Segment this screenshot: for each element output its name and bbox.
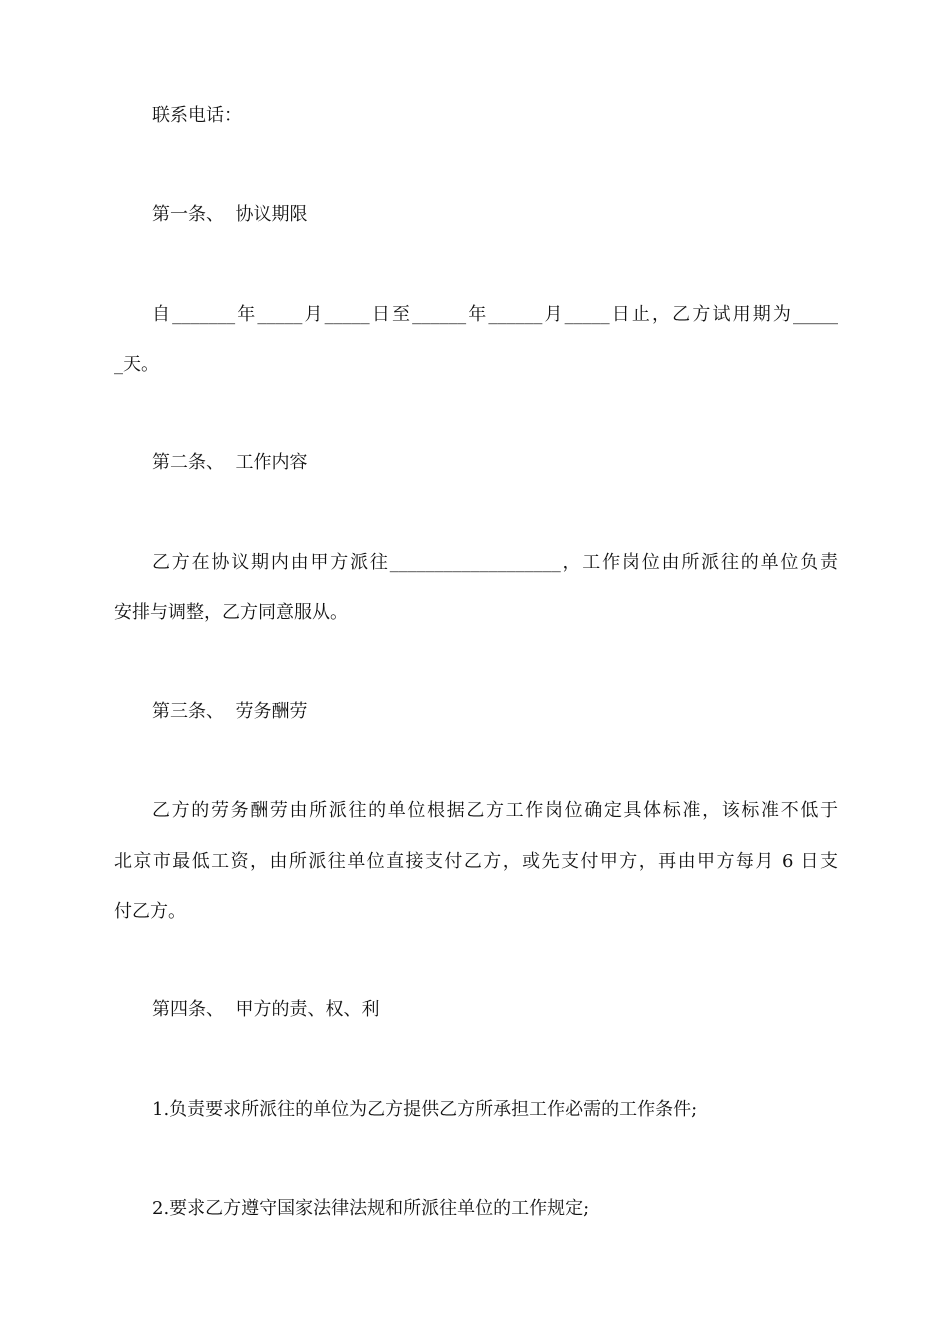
article4-item1: 1.负责要求所派往的单位为乙方提供乙方所承担工作必需的工作条件; — [152, 1099, 698, 1120]
article4-item2: 2.要求乙方遵守国家法律法规和所派往单位的工作规定; — [152, 1198, 590, 1219]
article2-heading: 第二条、 工作内容 — [152, 452, 308, 473]
contact-phone-label: 联系电话： — [152, 105, 242, 126]
article1-paragraph-line2: _天。 — [114, 354, 159, 375]
article3-paragraph-line2: 北京市最低工资，由所派往单位直接支付乙方，或先支付甲方，再由甲方每月 6 日支 — [114, 851, 838, 872]
article2-paragraph-line1: 乙方在协议期内由甲方派往___________________，工作岗位由所派往的单位负责 — [152, 552, 838, 573]
article1-heading: 第一条、 协议期限 — [152, 204, 308, 225]
article1-paragraph-line1: 自_______年_____月_____日至______年______月_____日止，乙方试用期为_____ — [152, 304, 838, 325]
article3-paragraph-line3: 付乙方。 — [114, 901, 186, 922]
article4-heading: 第四条、 甲方的责、权、利 — [152, 999, 380, 1020]
article2-paragraph-line2: 安排与调整，乙方同意服从。 — [114, 602, 348, 623]
article3-paragraph-line1: 乙方的劳务酬劳由所派往的单位根据乙方工作岗位确定具体标准，该标准不低于 — [152, 800, 838, 821]
article3-heading: 第三条、 劳务酬劳 — [152, 701, 308, 722]
